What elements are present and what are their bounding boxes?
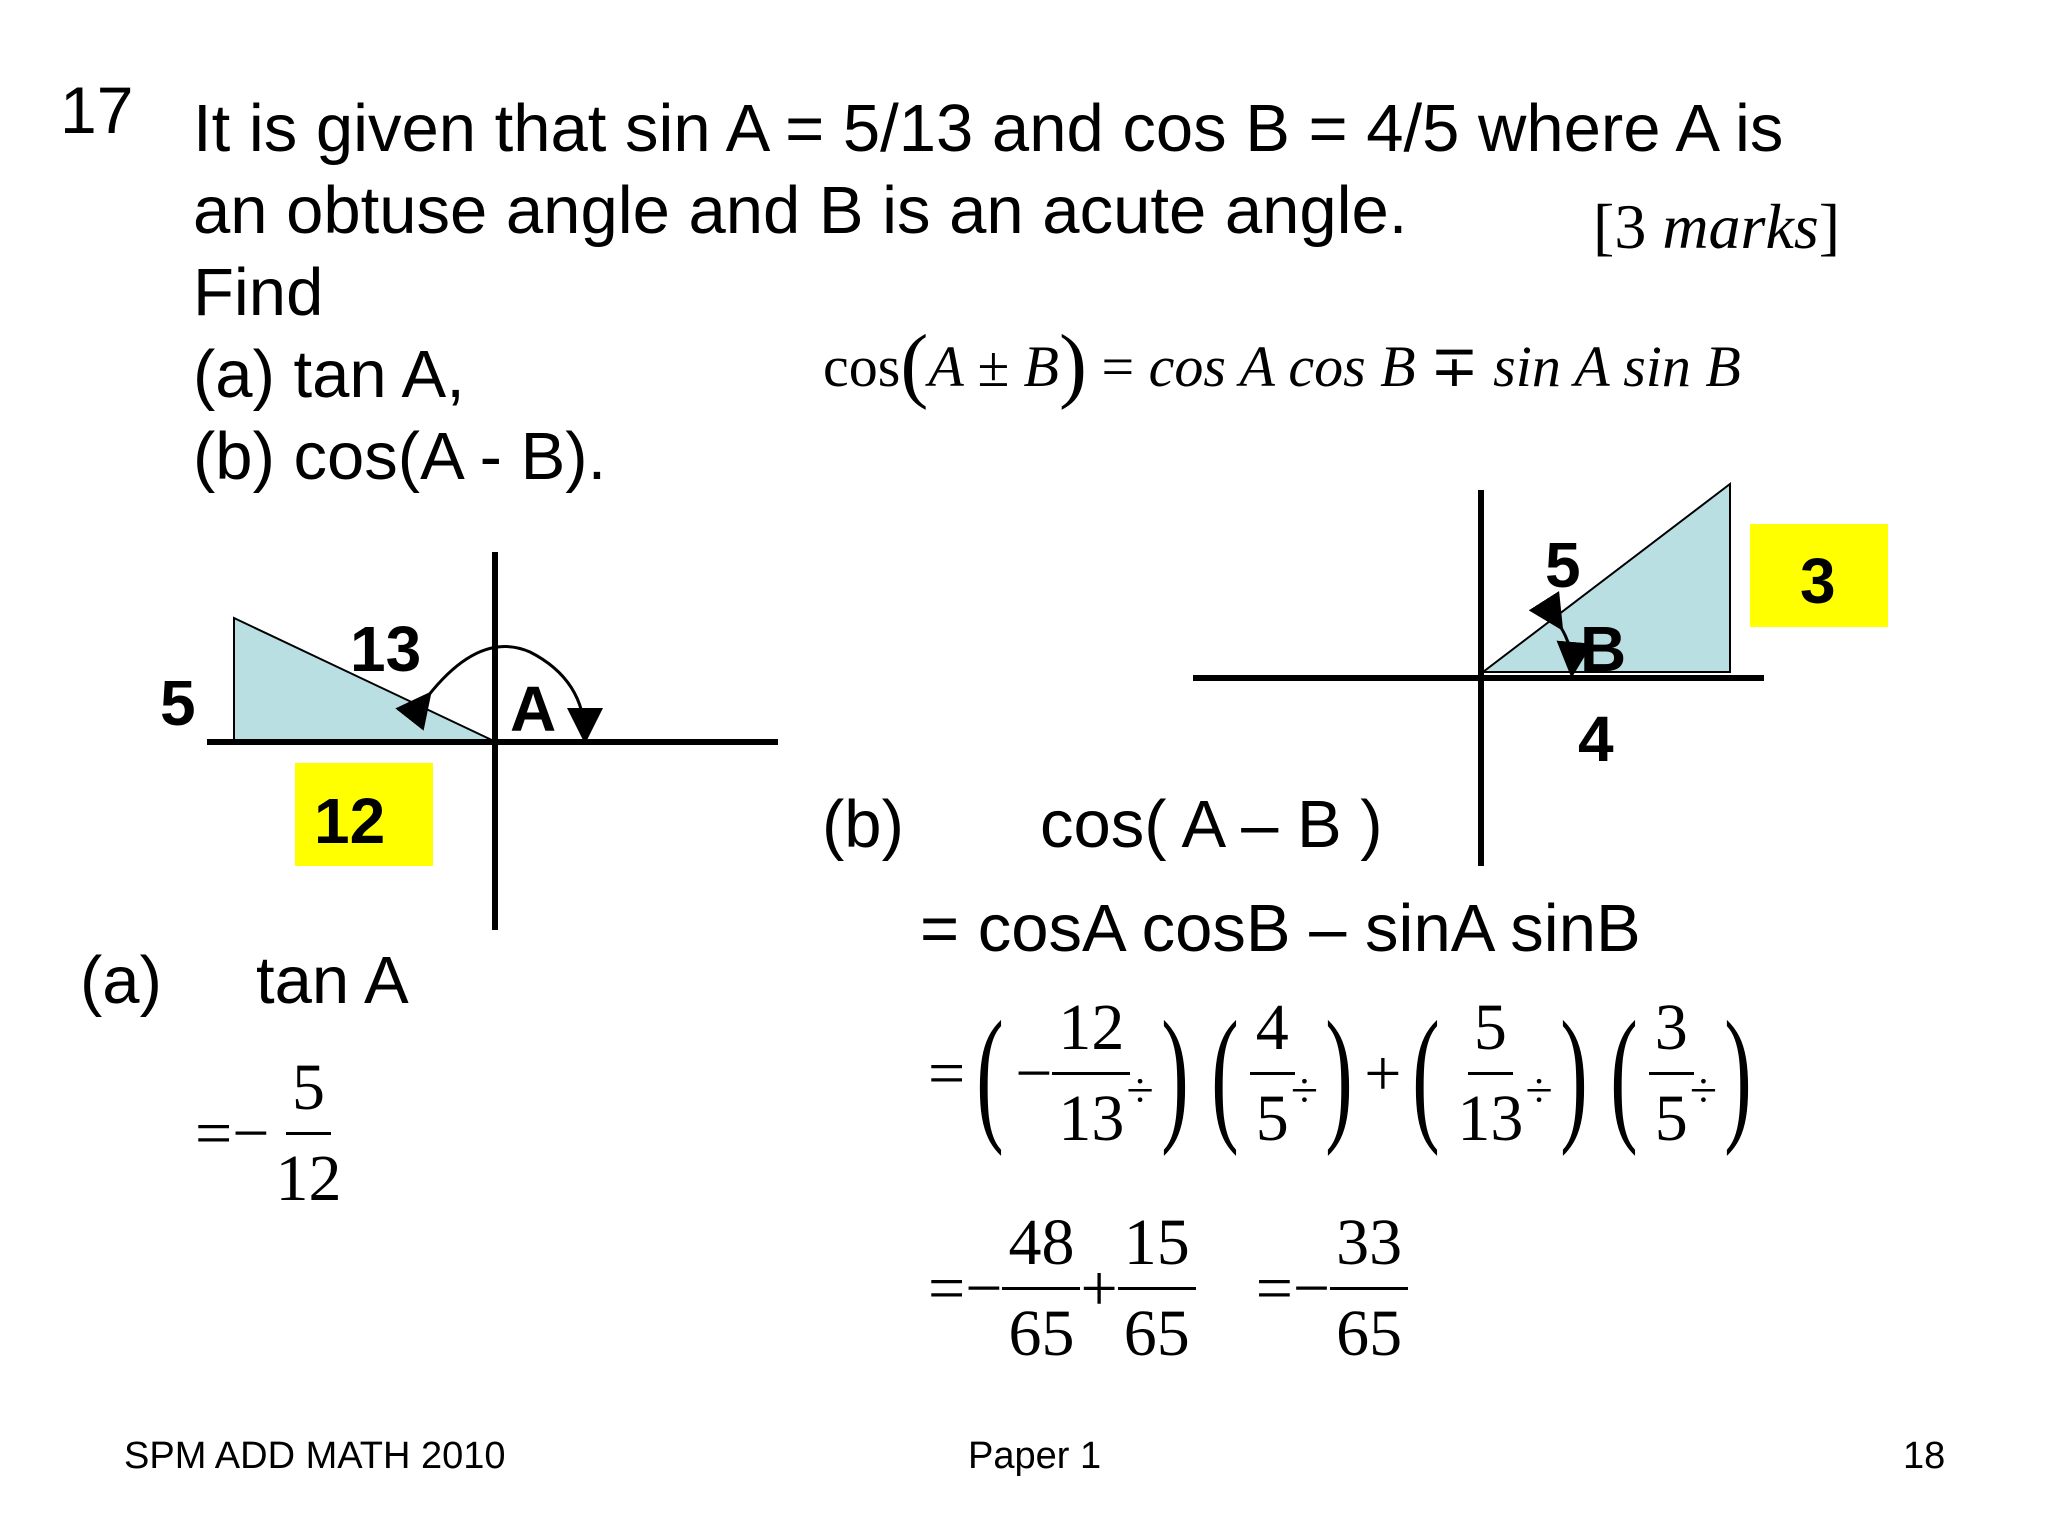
part-a-result: =− $\frac{5}{12}$ xyxy=(195,1051,342,1215)
footer-left: SPM ADD MATH 2010 xyxy=(124,1435,506,1477)
question-line-2: an obtuse angle and B is an acute angle. xyxy=(193,173,1408,248)
question-line-1: It is given that sin A = 5/13 and cos B = 4/5 where A is xyxy=(193,91,1784,166)
label-hypotenuse-a: 13 xyxy=(350,613,422,685)
footer-page-number: 18 xyxy=(1903,1435,1946,1477)
part-b-label: (b) xyxy=(822,787,904,862)
part-b-step-1: = cosA cosB – sinA sinB xyxy=(920,891,1641,966)
question-number: 17 xyxy=(60,73,134,147)
label-adjacent-a: 12 xyxy=(314,785,386,857)
label-angle-a: A xyxy=(510,673,557,745)
part-b-step-3: =− $\frac{48}{65}$ + $\frac{15}{65}$ =− $\frac{33}{65}$ xyxy=(928,1205,1408,1372)
label-angle-b: B xyxy=(1580,613,1627,685)
question-line-3: Find xyxy=(193,255,324,330)
label-opposite-a: 5 xyxy=(160,667,196,739)
compound-angle-identity: cos(A ± B) = cos A cos B ∓ sin A sin B xyxy=(823,318,1741,411)
footer-center: Paper 1 xyxy=(968,1435,1102,1477)
part-a-label: (a) xyxy=(80,943,162,1018)
part-b-step-2: = ( − $\frac{12}{13}$ ÷ ) ( $\frac{4}{5}$ ÷ ) + ( $\frac{5}{13}$ ÷ ) ( $\frac{3}{5}$ ÷ ) xyxy=(928,990,1752,1157)
question-part-a: (a) tan A, xyxy=(193,337,465,412)
marks-label: [3 marks] xyxy=(1593,191,1841,262)
label-opposite-b: 3 xyxy=(1800,545,1836,617)
part-b-expression: cos( A – B ) xyxy=(1040,787,1383,862)
question-part-b: (b) cos(A - B). xyxy=(193,419,607,494)
label-adjacent-b: 4 xyxy=(1578,703,1614,775)
part-a-expression: tan A xyxy=(256,943,409,1018)
label-hypotenuse-b: 5 xyxy=(1545,529,1581,601)
